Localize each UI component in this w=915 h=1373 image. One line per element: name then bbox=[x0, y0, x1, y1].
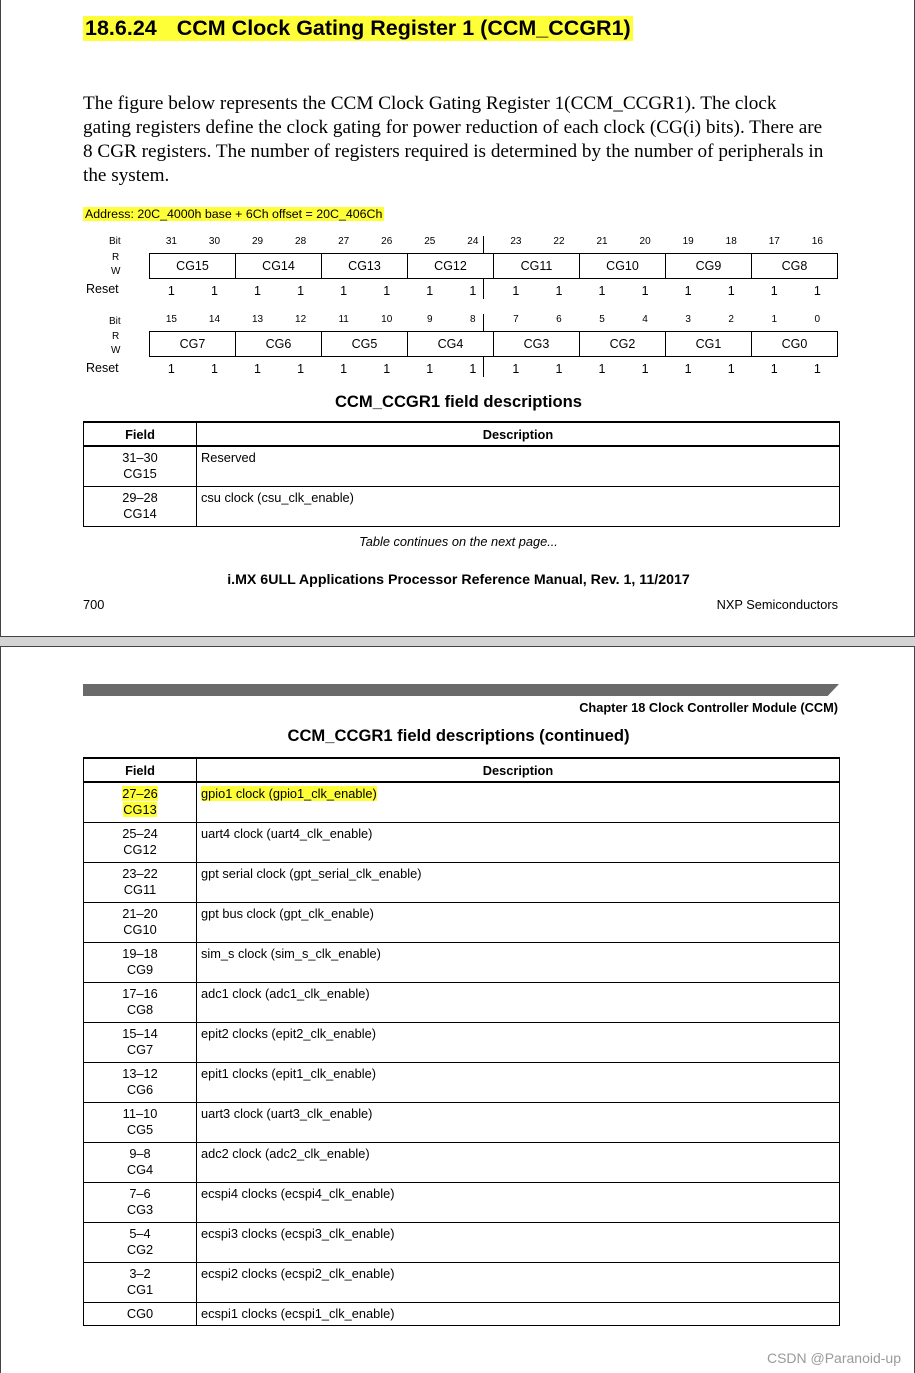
field-descriptions-table-continued bbox=[83, 757, 840, 1326]
reset-value: 1 bbox=[340, 284, 348, 298]
description-text: gpt serial clock (gpt_serial_clk_enable) bbox=[201, 866, 422, 881]
field-name: CG13 bbox=[123, 802, 157, 817]
description-text: ecspi1 clocks (ecspi1_clk_enable) bbox=[201, 1306, 395, 1321]
bit-number: 31 bbox=[165, 236, 177, 247]
bit-number: 7 bbox=[513, 314, 519, 325]
field-cell bbox=[84, 446, 197, 487]
reset-value: 1 bbox=[167, 284, 175, 298]
bit-number: 2 bbox=[728, 314, 734, 325]
description-text: Reserved bbox=[201, 450, 256, 465]
reset-value: 1 bbox=[383, 284, 391, 298]
register-address: Address: 20C_4000h base + 6Ch offset = 20C_406Ch bbox=[85, 207, 383, 221]
description-text: ecspi4 clocks (ecspi4_clk_enable) bbox=[201, 1186, 395, 1201]
bit-label: Bit bbox=[109, 236, 121, 247]
field-cell bbox=[84, 1183, 197, 1223]
register-fields bbox=[149, 253, 838, 279]
bit-number: 28 bbox=[295, 236, 307, 247]
register-field-cg4: CG4 bbox=[407, 332, 493, 356]
field-bits: 29–28 bbox=[122, 490, 158, 505]
description-cell bbox=[197, 943, 840, 983]
section-number: 18.6.24 bbox=[85, 16, 157, 40]
bit-divider bbox=[483, 236, 484, 253]
description-cell bbox=[197, 903, 840, 943]
field-cell bbox=[84, 1143, 197, 1183]
field-bits: 3–2 bbox=[129, 1266, 151, 1281]
field-name: CG1 bbox=[126, 1282, 154, 1297]
field-bits: 9–8 bbox=[129, 1146, 151, 1161]
register-field-cg3: CG3 bbox=[493, 332, 579, 356]
reset-value: 1 bbox=[684, 284, 692, 298]
bit-number: 13 bbox=[251, 314, 264, 325]
reset-value: 1 bbox=[770, 362, 778, 376]
field-cell bbox=[84, 782, 197, 823]
description-cell bbox=[197, 1143, 840, 1183]
bit-number: 11 bbox=[338, 314, 349, 325]
table-row bbox=[84, 487, 840, 527]
reset-value: 1 bbox=[254, 362, 261, 376]
bit-number: 4 bbox=[642, 314, 648, 325]
table-row bbox=[84, 863, 840, 903]
bit-number: 5 bbox=[599, 314, 605, 325]
field-bits: 7–6 bbox=[129, 1186, 151, 1201]
bit-number: 25 bbox=[424, 236, 436, 247]
bit-number: 21 bbox=[596, 236, 608, 247]
reset-value: 1 bbox=[641, 284, 649, 298]
description-cell bbox=[197, 1303, 840, 1326]
description-cell bbox=[197, 1223, 840, 1263]
field-name: CG0 bbox=[126, 1306, 154, 1321]
field-bits: 19–18 bbox=[122, 946, 158, 961]
register-field-cg11: CG11 bbox=[493, 254, 579, 278]
reset-value: 1 bbox=[727, 284, 735, 298]
reset-value: 1 bbox=[598, 284, 606, 298]
field-name: CG15 bbox=[123, 466, 157, 481]
description-text: gpt bus clock (gpt_clk_enable) bbox=[201, 906, 374, 921]
field-name: CG14 bbox=[123, 506, 157, 521]
manual-title: i.MX 6ULL Applications Processor Reference Manual, Rev. 1, 11/2017 bbox=[227, 572, 690, 588]
reset-value: 1 bbox=[727, 362, 735, 376]
reset-value: 1 bbox=[813, 284, 821, 298]
table-row bbox=[84, 1143, 840, 1183]
description-cell bbox=[197, 823, 840, 863]
reset-value: 1 bbox=[512, 362, 520, 376]
description-cell bbox=[197, 1183, 840, 1223]
field-cell bbox=[84, 903, 197, 943]
field-cell bbox=[84, 1103, 197, 1143]
description-text: ecspi2 clocks (ecspi2_clk_enable) bbox=[201, 1266, 395, 1281]
bit-number: 29 bbox=[251, 236, 264, 247]
bit-divider bbox=[483, 314, 484, 331]
bit-number: 1 bbox=[771, 314, 778, 325]
reset-value: 1 bbox=[426, 362, 434, 376]
table-row bbox=[84, 1023, 840, 1063]
field-bits: 13–12 bbox=[122, 1066, 158, 1081]
description-text: adc2 clock (adc2_clk_enable) bbox=[201, 1146, 370, 1161]
bit-number: 10 bbox=[381, 314, 393, 325]
bit-number: 3 bbox=[685, 314, 691, 325]
register-field-cg13: CG13 bbox=[321, 254, 407, 278]
register-diagram-upper bbox=[83, 236, 843, 316]
table-caption: CCM_CCGR1 field descriptions (continued) bbox=[287, 726, 630, 745]
field-cell bbox=[84, 1063, 197, 1103]
description-header: Description bbox=[197, 422, 840, 446]
company-name: NXP Semiconductors bbox=[716, 597, 838, 612]
field-name: CG6 bbox=[126, 1082, 154, 1097]
description-text: epit2 clocks (epit2_clk_enable) bbox=[201, 1026, 376, 1041]
description-cell bbox=[197, 782, 840, 823]
bit-number: 12 bbox=[295, 314, 307, 325]
bit-number: 9 bbox=[426, 314, 433, 325]
bit-number: 23 bbox=[510, 236, 522, 247]
description-cell bbox=[197, 1263, 840, 1303]
reset-value: 1 bbox=[512, 284, 520, 298]
field-name: CG3 bbox=[126, 1202, 154, 1217]
description-text: ecspi3 clocks (ecspi3_clk_enable) bbox=[201, 1226, 395, 1241]
bit-number: 24 bbox=[467, 236, 479, 247]
reset-divider bbox=[483, 357, 484, 377]
description-text: gpio1 clock (gpio1_clk_enable) bbox=[201, 786, 377, 801]
description-cell bbox=[197, 983, 840, 1023]
reset-value: 1 bbox=[383, 362, 391, 376]
chapter-title: Chapter 18 Clock Controller Module (CCM) bbox=[579, 700, 838, 715]
bit-number: 17 bbox=[768, 236, 780, 247]
field-name: CG11 bbox=[123, 882, 157, 897]
bit-number: 22 bbox=[553, 236, 565, 247]
table-row bbox=[84, 782, 840, 823]
reset-value: 1 bbox=[469, 284, 477, 298]
register-field-cg10: CG10 bbox=[579, 254, 665, 278]
register-field-cg5: CG5 bbox=[321, 332, 407, 356]
reset-value: 1 bbox=[210, 362, 218, 376]
field-cell bbox=[84, 1303, 197, 1326]
description-text: csu clock (csu_clk_enable) bbox=[201, 490, 354, 505]
description-header: Description bbox=[197, 758, 840, 782]
reset-value: 1 bbox=[555, 284, 563, 298]
register-field-cg9: CG9 bbox=[665, 254, 751, 278]
register-fields bbox=[149, 331, 838, 357]
field-name: CG8 bbox=[126, 1002, 154, 1017]
register-field-cg14: CG14 bbox=[235, 254, 321, 278]
field-cell bbox=[84, 1263, 197, 1303]
page-separator bbox=[0, 637, 915, 646]
bit-number: 19 bbox=[682, 236, 694, 247]
reset-value: 1 bbox=[770, 284, 778, 298]
field-cell bbox=[84, 863, 197, 903]
table-row bbox=[84, 903, 840, 943]
bit-number: 30 bbox=[208, 236, 221, 247]
bit-number: 0 bbox=[814, 314, 821, 325]
description-text: uart4 clock (uart4_clk_enable) bbox=[201, 826, 373, 841]
reset-value: 1 bbox=[469, 362, 477, 376]
chapter-header-band bbox=[83, 684, 839, 696]
register-field-cg6: CG6 bbox=[235, 332, 321, 356]
description-cell bbox=[197, 1023, 840, 1063]
bit-number: 15 bbox=[165, 314, 177, 325]
description-text: epit1 clocks (epit1_clk_enable) bbox=[201, 1066, 376, 1081]
section-title bbox=[83, 16, 633, 41]
field-cell bbox=[84, 487, 197, 527]
field-cell bbox=[84, 983, 197, 1023]
description-text: uart3 clock (uart3_clk_enable) bbox=[201, 1106, 373, 1121]
field-name: CG10 bbox=[123, 922, 157, 937]
register-diagram-lower bbox=[83, 314, 843, 394]
field-name: CG2 bbox=[126, 1242, 154, 1257]
field-cell bbox=[84, 823, 197, 863]
table-row bbox=[84, 1063, 840, 1103]
reset-value: 1 bbox=[684, 362, 692, 376]
reset-label: Reset bbox=[86, 282, 119, 296]
table-row bbox=[84, 983, 840, 1023]
table-row bbox=[84, 1263, 840, 1303]
bit-number: 6 bbox=[556, 314, 562, 325]
reset-value: 1 bbox=[598, 362, 606, 376]
description-cell bbox=[197, 446, 840, 487]
bit-number: 16 bbox=[811, 236, 823, 247]
field-descriptions-table bbox=[83, 421, 840, 527]
reset-divider bbox=[483, 279, 484, 299]
description-text: sim_s clock (sim_s_clk_enable) bbox=[201, 946, 381, 961]
table-row bbox=[84, 943, 840, 983]
table-row bbox=[84, 1223, 840, 1263]
field-name: CG4 bbox=[126, 1162, 154, 1177]
table-continued-note: Table continues on the next page... bbox=[359, 534, 558, 549]
manual-page-701 bbox=[0, 646, 915, 1373]
table-row bbox=[84, 1303, 840, 1326]
description-cell bbox=[197, 863, 840, 903]
field-cell bbox=[84, 943, 197, 983]
page-number: 700 bbox=[83, 597, 105, 612]
register-field-cg7: CG7 bbox=[179, 337, 206, 351]
field-bits: 17–16 bbox=[122, 986, 158, 1001]
field-bits: 5–4 bbox=[129, 1226, 151, 1241]
read-label: R bbox=[112, 331, 120, 342]
reset-value: 1 bbox=[555, 362, 563, 376]
field-header: Field bbox=[84, 422, 197, 446]
field-name: CG5 bbox=[126, 1122, 154, 1137]
intro-paragraph: The figure below represents the CCM Clock Gating Register 1(CCM_CCGR1). The clock gating registers define the clock gating for power reduction of each clock (CG(i) bits). There are 8 CGR registers. The number of registers required is determined by the number of peripherals in the system. bbox=[83, 93, 824, 186]
watermark: CSDN @Paranoid-up bbox=[766, 1350, 901, 1366]
reset-value: 1 bbox=[641, 362, 649, 376]
reset-value: 1 bbox=[167, 362, 175, 376]
bit-label: Bit bbox=[109, 316, 121, 327]
reset-value: 1 bbox=[813, 362, 821, 376]
field-name: CG7 bbox=[126, 1042, 154, 1057]
reset-value: 1 bbox=[254, 284, 261, 298]
register-field-cg8: CG8 bbox=[751, 254, 837, 278]
field-bits: 15–14 bbox=[122, 1026, 158, 1041]
description-text: adc1 clock (adc1_clk_enable) bbox=[201, 986, 370, 1001]
bit-number: 27 bbox=[338, 236, 350, 247]
table-row bbox=[84, 446, 840, 487]
field-bits: 23–22 bbox=[122, 866, 158, 881]
register-field-cg12: CG12 bbox=[407, 254, 493, 278]
field-bits: 31–30 bbox=[122, 450, 158, 465]
write-label: W bbox=[111, 345, 121, 356]
section-heading: CCM Clock Gating Register 1 (CCM_CCGR1) bbox=[176, 16, 631, 40]
reset-value: 1 bbox=[210, 284, 218, 298]
register-field-cg1: CG1 bbox=[665, 332, 751, 356]
bit-number: 26 bbox=[381, 236, 393, 247]
field-name: CG12 bbox=[123, 842, 157, 857]
bit-number: 8 bbox=[470, 314, 476, 325]
read-label: R bbox=[112, 252, 120, 263]
description-cell bbox=[197, 1103, 840, 1143]
manual-page-700 bbox=[0, 0, 915, 637]
reset-value: 1 bbox=[426, 284, 434, 298]
field-header: Field bbox=[84, 758, 197, 782]
field-bits: 21–20 bbox=[122, 906, 158, 921]
reset-label: Reset bbox=[86, 361, 119, 375]
field-name: CG9 bbox=[126, 962, 154, 977]
table-caption: CCM_CCGR1 field descriptions bbox=[334, 392, 583, 411]
register-field-cg0: CG0 bbox=[751, 332, 837, 356]
field-bits: 11–10 bbox=[122, 1106, 158, 1121]
table-row bbox=[84, 1103, 840, 1143]
field-bits: 27–26 bbox=[122, 786, 158, 801]
write-label: W bbox=[111, 266, 121, 277]
reset-value: 1 bbox=[297, 284, 305, 298]
table-row bbox=[84, 823, 840, 863]
description-cell bbox=[197, 1063, 840, 1103]
bit-number: 14 bbox=[208, 314, 221, 325]
register-field-cg15: CG15 bbox=[176, 259, 209, 273]
field-cell bbox=[84, 1023, 197, 1063]
description-cell bbox=[197, 487, 840, 527]
bit-number: 18 bbox=[725, 236, 737, 247]
reset-value: 1 bbox=[340, 362, 348, 376]
reset-value: 1 bbox=[297, 362, 305, 376]
register-field-cg2: CG2 bbox=[579, 332, 665, 356]
bit-number: 20 bbox=[639, 236, 651, 247]
field-bits: 25–24 bbox=[122, 826, 158, 841]
table-row bbox=[84, 1183, 840, 1223]
field-cell bbox=[84, 1223, 197, 1263]
